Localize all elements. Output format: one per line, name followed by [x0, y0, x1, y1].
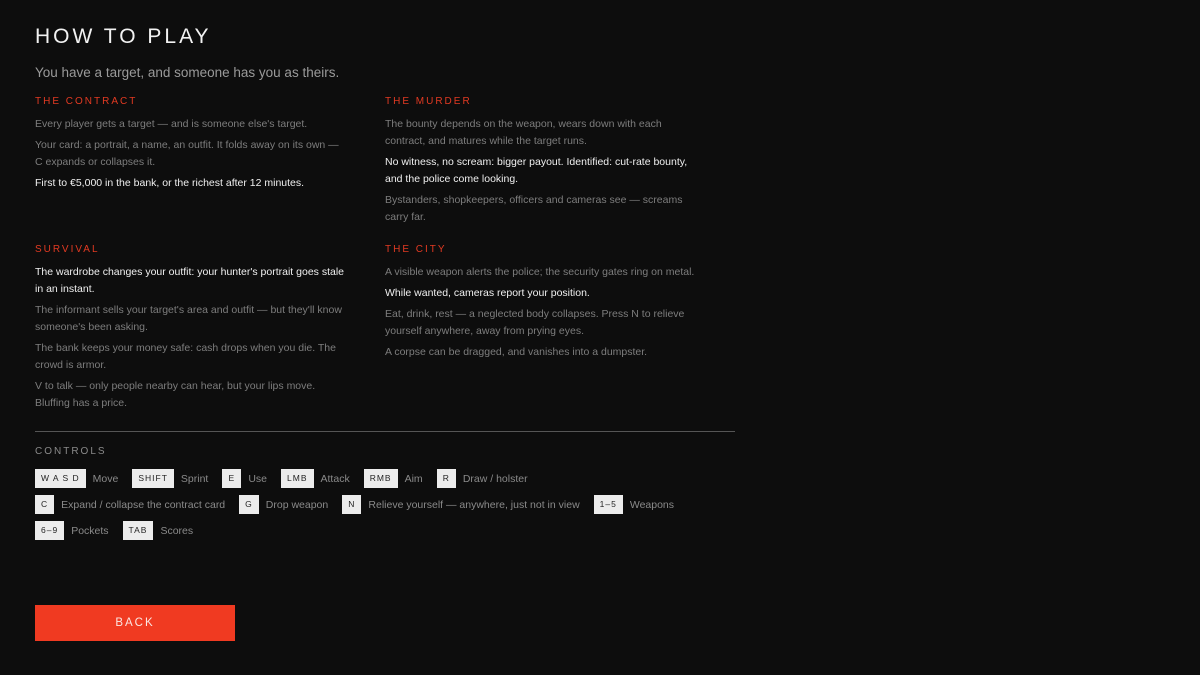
rule-paragraph-highlight: First to €5,000 in the bank, or the richest after 12 minutes.: [35, 177, 305, 189]
rule-paragraph: Every player gets a target — and is someone else's target.: [35, 118, 308, 130]
keycap: 6–9: [35, 521, 64, 540]
rule-paragraph: Eat, drink, rest — a neglected body collapses. Press N to relieve yourself anywhere, away from prying eyes.: [385, 308, 685, 337]
control-action: Move: [92, 472, 119, 485]
keycap: C: [35, 495, 54, 514]
keycap: RMB: [364, 469, 398, 488]
page-title: HOW TO PLAY: [35, 25, 212, 48]
control-relieve: [342, 495, 579, 514]
keycap: TAB: [123, 521, 154, 540]
rule-paragraph: Bystanders, shopkeepers, officers and cameras see — screams carry far.: [385, 194, 683, 223]
control-sprint: [132, 469, 208, 488]
section-heading: THE CITY: [385, 244, 447, 255]
keycap: LMB: [281, 469, 313, 488]
rule-paragraph-highlight: While wanted, cameras report your position.: [385, 287, 590, 299]
control-draw-holster: [437, 469, 528, 488]
control-action: Aim: [404, 472, 423, 485]
rule-paragraph: A corpse can be dragged, and vanishes into a dumpster.: [385, 346, 648, 358]
rule-paragraph: The bank keeps your money safe: cash drops when you die. The crowd is armor.: [35, 342, 336, 371]
keycap: E: [222, 469, 241, 488]
control-pockets: [35, 521, 109, 540]
controls-row: [35, 469, 542, 488]
control-action: Pockets: [71, 524, 109, 537]
control-use: [222, 469, 267, 488]
page-subtitle: You have a target, and someone has you as theirs.: [35, 65, 340, 80]
keycap: R: [437, 469, 456, 488]
control-aim: [364, 469, 423, 488]
rule-paragraph: Your card: a portrait, a name, an outfit. It folds away on its own — C expands or collapses it.: [35, 139, 339, 168]
section-the-city: [385, 244, 695, 365]
section-heading: SURVIVAL: [35, 244, 100, 255]
control-action: Sprint: [180, 472, 209, 485]
control-action: Weapons: [629, 498, 675, 511]
rule-paragraph: The informant sells your target's area and outfit — but they'll know someone's been asking.: [35, 304, 342, 333]
controls-heading: CONTROLS: [35, 446, 107, 457]
section-the-murder: [385, 96, 695, 230]
section-heading: THE MURDER: [385, 96, 472, 107]
controls-row: [35, 495, 688, 514]
keycap: N: [342, 495, 361, 514]
control-weapons: [594, 495, 674, 514]
control-action: Drop weapon: [265, 498, 329, 511]
control-action: Use: [248, 472, 268, 485]
section-heading: THE CONTRACT: [35, 96, 138, 107]
rule-paragraph: The bounty depends on the weapon, wears down with each contract, and matures while the target runs.: [385, 118, 662, 147]
control-action: Expand / collapse the contract card: [61, 498, 226, 511]
section-survival: [35, 244, 345, 416]
control-scores: [123, 521, 194, 540]
keycap: 1–5: [594, 495, 623, 514]
rules-grid: [35, 96, 735, 426]
control-action: Attack: [320, 472, 350, 485]
control-action: Scores: [160, 524, 194, 537]
keycap: G: [239, 495, 259, 514]
control-action: Relieve yourself — anywhere, just not in view: [368, 498, 580, 511]
rule-paragraph-highlight: No witness, no scream: bigger payout. Identified: cut-rate bounty, and the police come looking.: [385, 156, 688, 185]
rule-paragraph-highlight: The wardrobe changes your outfit: your hunter's portrait goes stale in an instant.: [35, 266, 345, 295]
keycap: SHIFT: [132, 469, 174, 488]
control-move: [35, 469, 118, 488]
section-the-contract: [35, 96, 345, 196]
control-attack: [281, 469, 350, 488]
rule-paragraph: V to talk — only people nearby can hear, but your lips move. Bluffing has a price.: [35, 380, 316, 409]
control-contract-card: [35, 495, 225, 514]
section-divider: [35, 431, 735, 432]
keycap: W A S D: [35, 469, 86, 488]
control-action: Draw / holster: [462, 472, 528, 485]
control-drop-weapon: [239, 495, 328, 514]
controls-row: [35, 521, 207, 540]
rule-paragraph: A visible weapon alerts the police; the security gates ring on metal.: [385, 266, 695, 278]
back-button[interactable]: BACK: [35, 605, 235, 641]
